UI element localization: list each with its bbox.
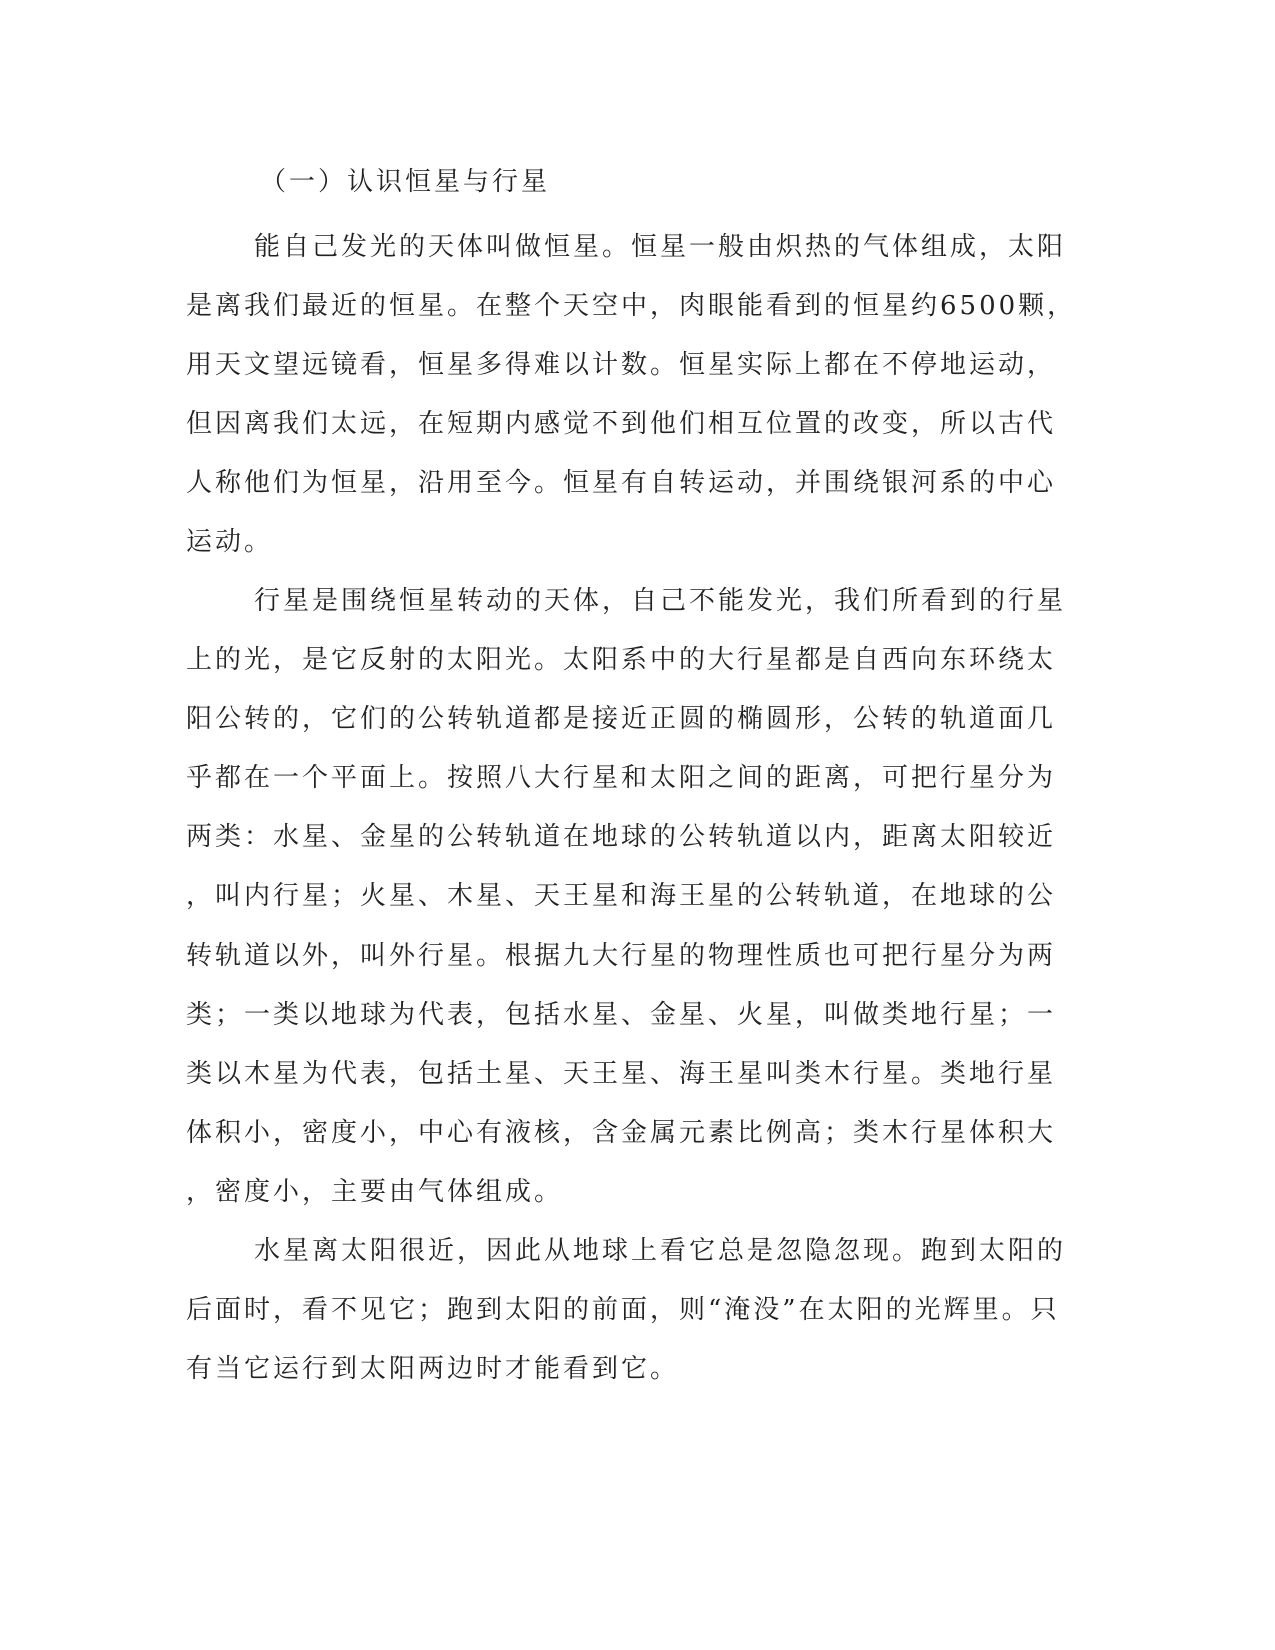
paragraph-line: 是离我们最近的恒星。在整个天空中，肉眼能看到的恒星约6500颗， [186,291,1077,322]
paragraph-mercury [186,1222,1067,1399]
paragraph-line: 水星离太阳很近，因此从地球上看它总是忽隐忽现。跑到太阳的 [254,1236,1067,1266]
paragraph-line: 两类：水星、金星的公转轨道在地球的公转轨道以内，距离太阳较近 [186,822,1057,853]
paragraph-line: 类；一类以地球为代表，包括水星、金星、火星，叫做类地行星；一 [186,999,1057,1030]
paragraph-planets [186,572,1067,1222]
paragraph-line: 行星是围绕恒星转动的天体，自己不能发光，我们所看到的行星 [254,586,1067,616]
paragraph-line: 上的光，是它反射的太阳光。太阳系中的大行星都是自西向东环绕太 [186,645,1057,676]
paragraph-line: 人称他们为恒星，沿用至今。恒星有自转运动，并围绕银河系的中心 [186,468,1057,499]
paragraph-line: 后面时，看不见它；跑到太阳的前面，则“淹没”在太阳的光辉里。只 [186,1295,1060,1326]
paragraph-line: 阳公转的，它们的公转轨道都是接近正圆的椭圆形，公转的轨道面几 [186,704,1057,735]
paragraph-line: 有当它运行到太阳两边时才能看到它。 [186,1354,680,1385]
paragraph-line: 体积小，密度小，中心有液核，含金属元素比例高；类木行星体积大 [186,1117,1057,1148]
section-heading: （一）认识恒星与行星 [260,167,551,197]
paragraph-line: 用天文望远镜看，恒星多得难以计数。恒星实际上都在不停地运动， [186,350,1057,381]
paragraph-line: 乎都在一个平面上。按照八大行星和太阳之间的距离，可把行星分为 [186,763,1057,794]
paragraph-line: 转轨道以外，叫外行星。根据九大行星的物理性质也可把行星分为两 [186,940,1057,971]
paragraph-line: 但因离我们太远，在短期内感觉不到他们相互位置的改变，所以古代 [186,409,1057,440]
paragraph-line: 能自己发光的天体叫做恒星。恒星一般由炽热的气体组成，太阳 [254,232,1067,262]
paragraph-line: 类以木星为代表，包括土星、天王星、海王星叫类木行星。类地行星 [186,1058,1057,1089]
paragraph-line: ，叫内行星；火星、木星、天王星和海王星的公转轨道，在地球的公 [186,881,1057,912]
paragraph-stars [186,218,1077,573]
paragraph-line: 运动。 [186,527,274,558]
paragraph-line: ，密度小，主要由气体组成。 [186,1176,564,1207]
